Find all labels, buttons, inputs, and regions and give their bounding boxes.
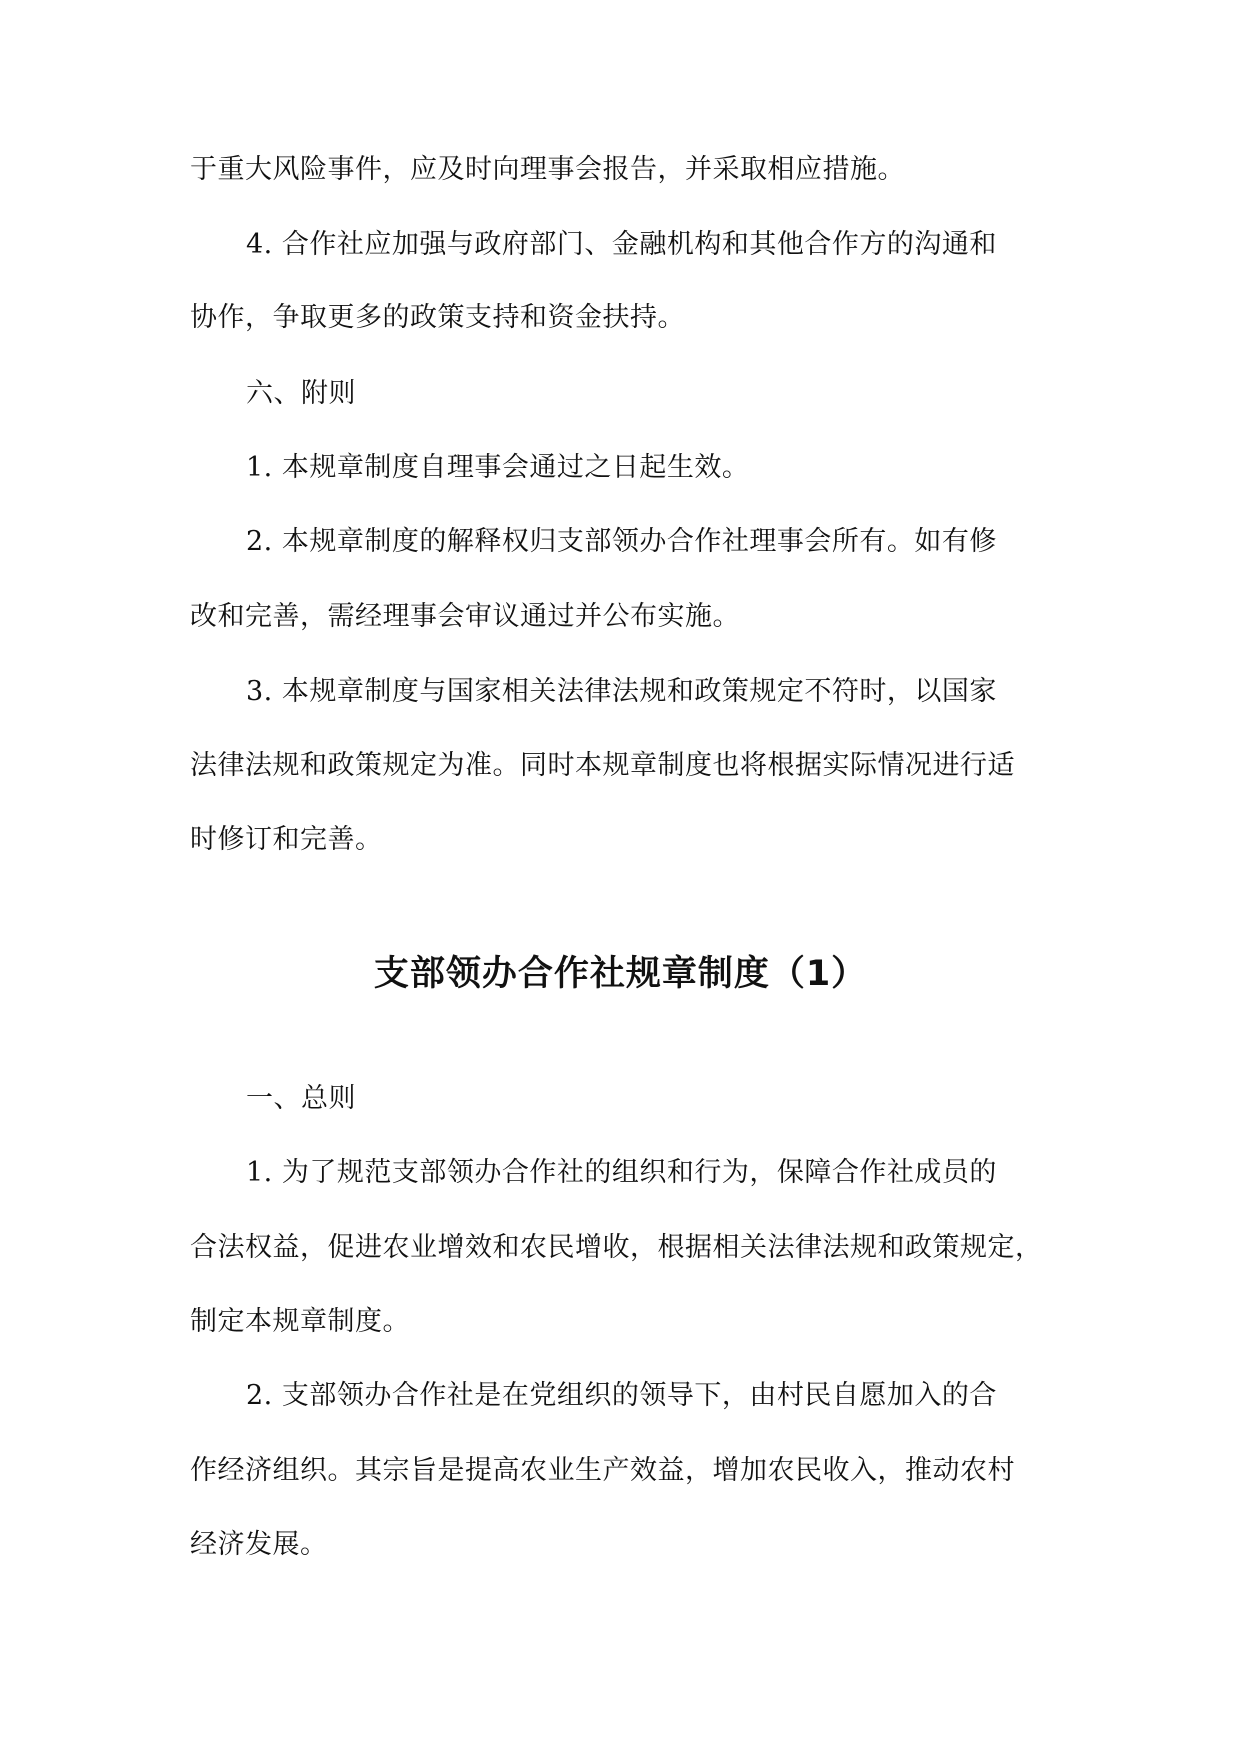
paragraph-line: 合法权益，促进农业增效和农民增收，根据相关法律法规和政策规定， — [190, 1232, 1043, 1263]
paragraph-line: 改和完善，需经理事会审议通过并公布实施。 — [190, 601, 740, 632]
paragraph-line: 法律法规和政策规定为准。同时本规章制度也将根据实际情况进行适 — [190, 750, 1015, 781]
paragraph-line: 4. 合作社应加强与政府部门、金融机构和其他合作方的沟通和 — [246, 229, 997, 260]
section-heading: 六、附则 — [246, 378, 356, 409]
paragraph-line: 作经济组织。其宗旨是提高农业生产效益，增加农民收入，推动农村 — [190, 1455, 1015, 1486]
section-heading: 一、总则 — [246, 1083, 356, 1114]
paragraph-line: 制定本规章制度。 — [190, 1306, 410, 1337]
paragraph-line: 于重大风险事件，应及时向理事会报告，并采取相应措施。 — [190, 154, 905, 185]
paragraph-line: 1. 为了规范支部领办合作社的组织和行为，保障合作社成员的 — [246, 1157, 997, 1188]
paragraph-line: 2. 本规章制度的解释权归支部领办合作社理事会所有。如有修 — [246, 526, 997, 557]
paragraph-line: 协作，争取更多的政策支持和资金扶持。 — [190, 302, 685, 333]
paragraph-line: 3. 本规章制度与国家相关法律法规和政策规定不符时，以国家 — [246, 676, 997, 707]
paragraph-line: 1. 本规章制度自理事会通过之日起生效。 — [246, 452, 750, 483]
paragraph-line: 时修订和完善。 — [190, 824, 383, 855]
document-title: 支部领办合作社规章制度（1） — [373, 954, 868, 994]
paragraph-line: 2. 支部领办合作社是在党组织的领导下，由村民自愿加入的合 — [246, 1380, 997, 1411]
paragraph-line: 经济发展。 — [190, 1529, 328, 1560]
